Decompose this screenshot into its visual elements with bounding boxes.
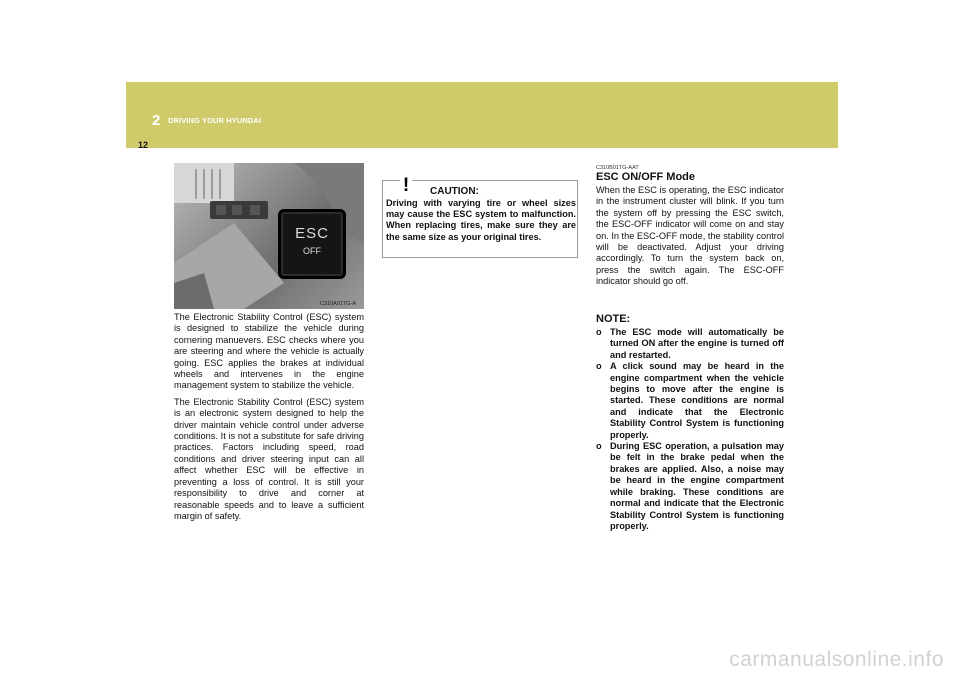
right-body <box>596 185 784 293</box>
esc-off-button-illustration <box>278 209 346 279</box>
left-column <box>174 312 364 527</box>
esc-button-text: ESC <box>295 225 329 242</box>
note-item <box>596 361 784 441</box>
note-text-1: The ESC mode will automatically be turned ON after the engine is turned off and restarted. <box>610 327 784 360</box>
note-bullet: o <box>596 441 602 452</box>
page-number: 12 <box>138 140 149 150</box>
section-code: C310B01TG-AAT <box>596 165 639 171</box>
note-item <box>596 441 784 532</box>
note-title: NOTE: <box>596 313 631 325</box>
esc-switch-photo <box>174 163 364 309</box>
caution-title: CAUTION: <box>430 186 479 197</box>
note-item <box>596 327 784 361</box>
watermark: carmanualsonline.info <box>729 648 944 671</box>
note-text-2: A click sound may be heard in the engine compartment when the vehicle begins to move after the engine is started. These conditions are normal and indicate that the Electronic Stability Control System is functioning properly. <box>610 361 784 440</box>
left-paragraph-2: The Electronic Stability Control (ESC) system is an electronic system designed to help the driver maintain vehicle control under adverse conditions. It is not a substitute for safe driving practices. Factors including speed, road conditions and driver steering input can all affect whether ESC will be effective in preventing a loss of control. It is still your responsibility to drive and corner at reasonable speeds and to leave a sufficient margin of safety. <box>174 396 364 521</box>
note-text-3: During ESC operation, a pulsation may be felt in the brake pedal when the brakes are applied. Also, a noise may be heard in the engine compartment while braking. These conditions are normal and indicate that the Electronic Stability Control System is functioning properly. <box>610 441 784 531</box>
chapter-number: 2 <box>152 112 161 129</box>
warning-triangle-icon <box>392 169 420 195</box>
note-list <box>596 327 784 532</box>
section-heading: ESC ON/OFF Mode <box>596 171 695 183</box>
svg-text:!: ! <box>402 175 410 195</box>
right-paragraph: When the ESC is operating, the ESC indicator in the instrument cluster will blink. If you turn the system off by pressing the ESC switch, the ESC-OFF indicator will come on and stay on. In the ESC-OFF mode, the stability control will be deactivated. Adjust your driving accordingly. To turn the system back on, press the switch again. The ESC-OFF indicator should go off. <box>596 185 784 287</box>
note-bullet: o <box>596 361 602 372</box>
figure-caption: C310A01TG-A <box>320 301 357 307</box>
chapter-title: DRIVING YOUR HYUNDAI <box>168 116 262 125</box>
off-button-text: OFF <box>303 246 321 256</box>
caution-body: Driving with varying tire or wheel sizes may cause the ESC system to malfunction. When replacing tires, make sure they are the same size as your original tires. <box>386 198 576 242</box>
note-bullet: o <box>596 327 602 337</box>
header-band <box>126 82 838 148</box>
left-paragraph-1: The Electronic Stability Control (ESC) system is designed to stabilize the vehicle during cornering manuevers. ESC checks where you are steering and where the vehicle is actually going. ESC applies the brakes at individual wheels and intervenes in the engine management system to stabilize the vehicle. <box>174 312 364 391</box>
